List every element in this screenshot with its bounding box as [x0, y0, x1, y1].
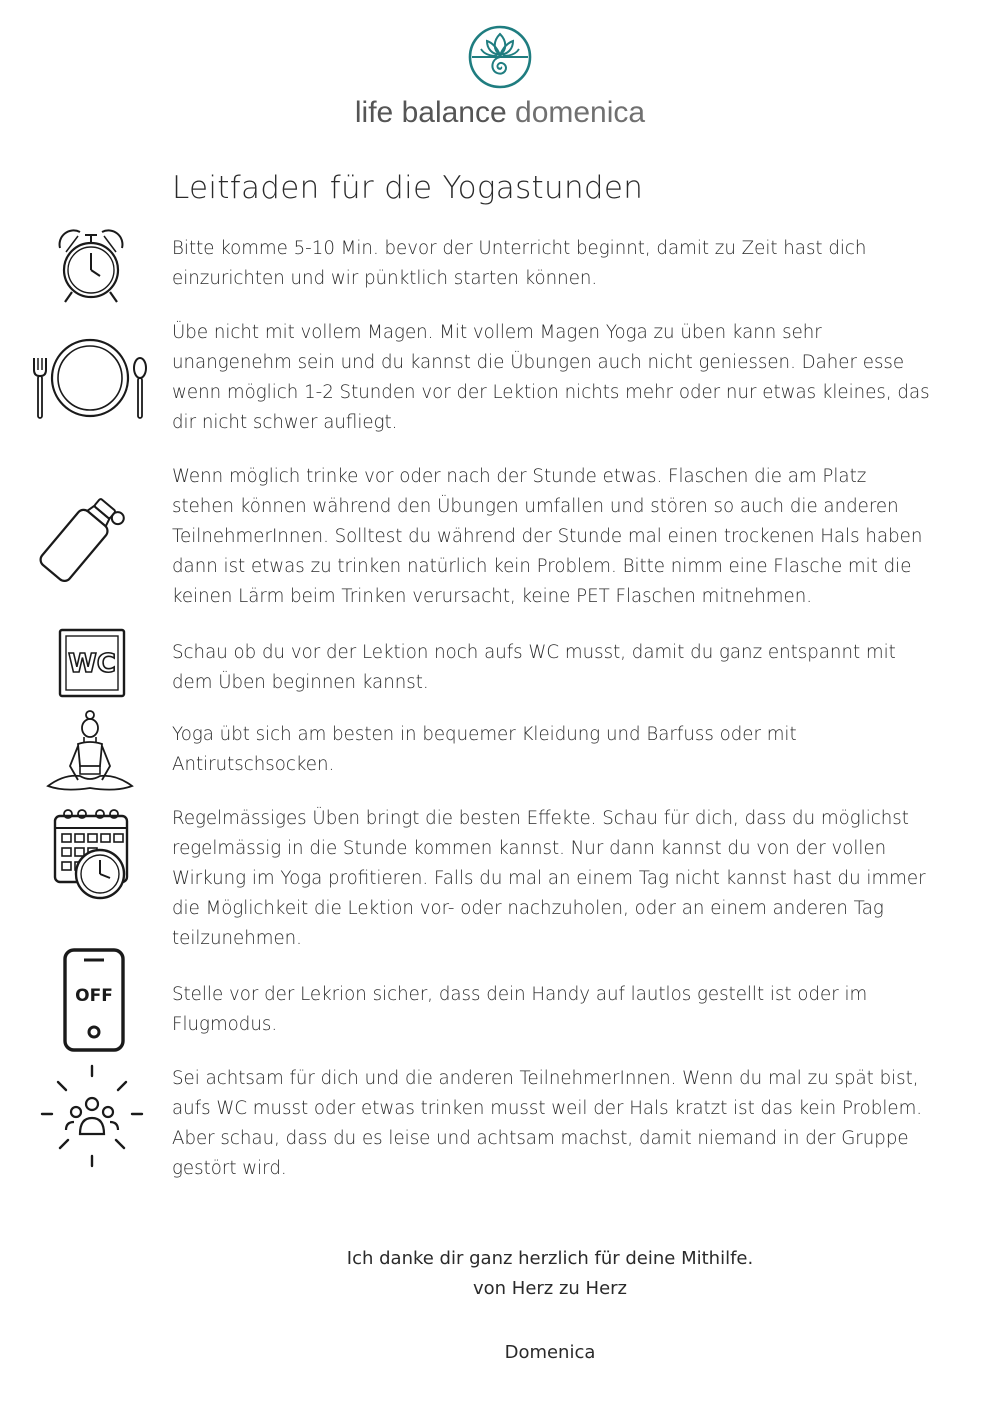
brand-logo: [0, 24, 1000, 130]
brand-name: [0, 96, 1000, 130]
closing-signature: Domenica: [504, 1342, 596, 1363]
wc-label: WC: [68, 649, 116, 679]
guideline-clothing: Yoga übt sich am besten in bequemer Kleidung und Barfuss oder mit Antirutschsocken.: [172, 724, 797, 775]
water-bottle-icon: [32, 494, 132, 584]
phone-off-icon: [62, 948, 126, 1052]
guideline-phone: Stelle vor der Lekrion sicher, dass dein Handy auf lautlos gestellt ist oder im Flugmodus.: [172, 984, 868, 1035]
alarm-clock-icon: [52, 226, 130, 306]
brand-name-part1: life balance: [354, 96, 507, 129]
guideline-drinking: Wenn möglich trinke vor oder nach der Stunde etwas. Flaschen die am Platz stehen können während den Übungen umfallen und stören so auch die anderen TeilnehmerInnen. Solltest du während der Stunde mal einen trockenen Hals haben dann ist etwas zu trinken natürlich kein Problem. Bitte nimm eine Flasche mit die keinen Lärm beim Trinken verursacht, keine PET Flaschen mitnehmen.: [172, 466, 923, 607]
phone-off-label: OFF: [75, 986, 113, 1006]
closing-sign-off: von Herz zu Herz: [472, 1278, 627, 1299]
wc-sign-icon: [58, 628, 126, 698]
group-awareness-icon: [40, 1064, 144, 1168]
closing-thanks: Ich danke dir ganz herzlich für deine Mithilfe.: [346, 1248, 754, 1269]
guideline-mindfulness: Sei achtsam für dich und die anderen TeilnehmerInnen. Wenn du mal zu spät bist, aufs WC musst oder etwas trinken musst weil der Hals kratzt ist das kein Problem. Aber schau, dass du es leise und achtsam machst, damit niemand in der Gruppe gestört wird.: [172, 1068, 923, 1179]
lotus-spiral-icon: [467, 24, 533, 90]
guideline-regular-practice: Regelmässiges Üben bringt die besten Effekte. Schau für dich, dass du möglichst regelmässig in die Stunde kommen kannst. Nur dann kannst du von der vollen Wirkung im Yoga profitieren. Falls du mal an einem Tag nicht kannst hast du immer die Möglichkeit die Lektion vor- oder nachzuholen, oder an einem anderen Tag teilzunehmen.: [172, 808, 926, 949]
brand-name-part2: domenica: [515, 96, 646, 129]
calendar-clock-icon: [52, 806, 134, 904]
guideline-punctuality: Bitte komme 5-10 Min. bevor der Unterricht beginnt, damit zu Zeit hast dich einzurichten und wir pünktlich starten können.: [172, 238, 867, 289]
guideline-wc: Schau ob du vor der Lektion noch aufs WC musst, damit du ganz entspannt mit dem Üben beginnen kannst.: [172, 642, 896, 693]
guideline-empty-stomach: Übe nicht mit vollem Magen. Mit vollem Magen Yoga zu üben kann sehr unangenehm sein und du kannst die Übungen auch nicht geniessen. Daher esse wenn möglich 1-2 Stunden vor der Lektion nichts mehr oder nur etwas kleines, das dir nicht schwer aufliegt.: [172, 322, 930, 433]
yoga-pose-icon: [44, 710, 136, 794]
plate-fork-spoon-icon: [28, 334, 152, 424]
page-title: Leitfaden für die Yogastunden: [172, 170, 644, 206]
